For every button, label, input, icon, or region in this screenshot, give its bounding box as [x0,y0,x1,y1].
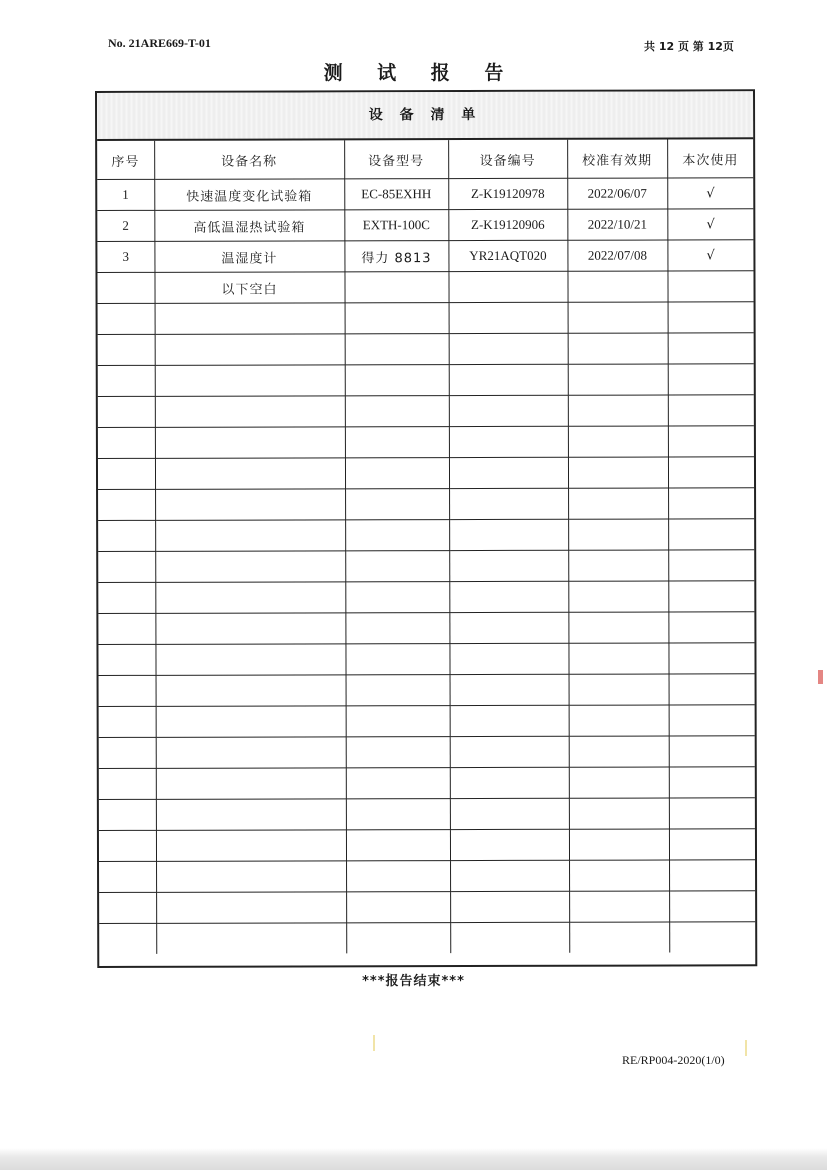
empty-cell [98,644,155,675]
empty-cell [449,395,568,426]
empty-cell [98,458,155,489]
empty-table-row [98,488,754,521]
equipment-list-frame [95,89,757,968]
empty-table-row [99,705,755,738]
empty-table-row [99,767,755,800]
column-header: 校准有效期 [567,140,667,179]
empty-cell [155,365,345,396]
empty-table-row [99,891,755,924]
empty-cell [99,799,156,830]
empty-cell [449,488,568,519]
empty-table-row [99,736,755,769]
empty-cell [569,798,669,829]
empty-cell [155,489,345,520]
empty-table-row [98,302,754,335]
cell-blank-note: 以下空白 [154,272,344,303]
table-row [97,209,753,242]
cell-equipment-name: 快速温度变化试验箱 [154,179,344,210]
empty-cell [345,365,449,396]
empty-cell [668,550,754,581]
scan-artifact [745,1040,747,1056]
empty-cell [668,519,754,550]
empty-cell [568,643,668,674]
empty-cell [568,581,668,612]
empty-cell [450,829,569,860]
empty-cell [155,582,345,613]
empty-cell [99,706,156,737]
empty-cell [669,891,755,922]
empty-cell [568,612,668,643]
empty-cell [155,303,345,334]
empty-cell [345,489,449,520]
empty-cell [99,830,156,861]
empty-table-row [99,798,755,831]
empty-cell [156,675,346,706]
empty-cell [569,736,669,767]
empty-cell [345,520,449,551]
empty-table-row [98,364,754,397]
empty-cell [668,457,754,488]
empty-cell [569,922,669,953]
empty-cell [98,396,155,427]
cell-equipment-id: YR21AQT020 [448,240,567,271]
empty-cell [669,767,755,798]
table-row [97,178,753,211]
cell-equipment-name: 温湿度计 [154,241,344,272]
empty-cell [99,923,156,954]
report-number: No. 21ARE669-T-01 [108,36,211,50]
empty-cell [669,922,755,953]
cell-used-mark [667,271,753,302]
cell-model: 得力 8813 [344,241,448,272]
empty-cell [669,829,755,860]
cell-equipment-id: Z-K19120978 [448,178,567,209]
empty-cell [345,644,449,675]
empty-cell [668,364,754,395]
empty-cell [669,705,755,736]
empty-table-row [99,860,755,893]
empty-cell [450,736,569,767]
empty-cell [98,520,155,551]
empty-cell [346,706,450,737]
cell-calibration-date: 2022/10/21 [567,209,667,240]
empty-cell [98,551,155,582]
empty-cell [569,767,669,798]
empty-cell [668,581,754,612]
form-code: RE/RP004-2020(1/0) [622,1053,725,1067]
empty-cell [98,427,155,458]
empty-cell [345,303,449,334]
empty-cell [99,892,156,923]
empty-cell [99,861,156,892]
empty-cell [345,396,449,427]
empty-cell [449,612,568,643]
empty-cell [568,364,668,395]
empty-cell [668,302,754,333]
empty-cell [345,334,449,365]
cell-calibration-date: 2022/07/08 [567,240,667,271]
empty-cell [156,768,346,799]
empty-cell [450,705,569,736]
empty-cell [450,860,569,891]
column-header: 设备编号 [448,140,567,179]
empty-cell [156,706,346,737]
empty-cell [450,674,569,705]
cell-used-mark: √ [667,178,753,209]
cell-index [97,272,154,303]
empty-cell [156,923,346,954]
empty-cell [156,892,346,923]
report-end-marker: ***报告结束*** [362,974,465,989]
empty-cell [669,860,755,891]
empty-table-row [98,612,754,645]
empty-cell [668,333,754,364]
empty-cell [345,613,449,644]
empty-cell [449,302,568,333]
empty-cell [99,737,156,768]
empty-cell [668,395,754,426]
empty-cell [156,737,346,768]
empty-cell [156,799,346,830]
column-header: 序号 [97,141,154,180]
empty-cell [568,426,668,457]
empty-cell [346,861,450,892]
empty-cell [449,457,568,488]
empty-cell [346,737,450,768]
cell-model: EC-85EXHH [344,179,448,210]
empty-cell [346,768,450,799]
column-header: 设备型号 [344,140,448,179]
empty-cell [668,643,754,674]
empty-cell [346,799,450,830]
cell-model: EXTH-100C [344,210,448,241]
empty-cell [155,613,345,644]
empty-cell [569,674,669,705]
empty-table-row [98,581,754,614]
empty-table-row [99,829,755,862]
empty-cell [450,891,569,922]
empty-cell [568,333,668,364]
empty-cell [98,303,155,334]
scan-edge-shadow [0,1148,827,1170]
cell-model [344,272,448,303]
table-row [97,271,753,304]
empty-cell [99,675,156,706]
empty-cell [568,550,668,581]
empty-cell [155,520,345,551]
empty-cell [449,364,568,395]
empty-cell [450,767,569,798]
empty-cell [345,551,449,582]
empty-cell [668,426,754,457]
empty-cell [449,550,568,581]
empty-table-row [99,674,755,707]
cell-equipment-id [448,271,567,302]
empty-cell [99,768,156,799]
empty-cell [155,334,345,365]
empty-table-row [99,922,755,954]
column-header: 本次使用 [667,139,753,178]
empty-cell [449,519,568,550]
empty-cell [98,582,155,613]
empty-cell [345,427,449,458]
empty-cell [155,427,345,458]
cell-used-mark: √ [667,209,753,240]
equipment-table [97,139,755,954]
empty-cell [155,396,345,427]
empty-cell [345,582,449,613]
empty-cell [569,705,669,736]
empty-cell [669,798,755,829]
empty-cell [569,829,669,860]
empty-cell [98,365,155,396]
empty-cell [156,830,346,861]
table-header-row [97,139,753,179]
empty-table-row [98,550,754,583]
empty-cell [450,922,569,953]
column-header: 设备名称 [154,140,344,179]
empty-cell [98,489,155,520]
empty-cell [669,674,755,705]
empty-cell [345,458,449,489]
empty-cell [568,395,668,426]
empty-cell [155,551,345,582]
empty-cell [346,675,450,706]
empty-cell [156,861,346,892]
empty-cell [449,426,568,457]
empty-cell [569,860,669,891]
empty-cell [568,302,668,333]
empty-cell [155,644,345,675]
empty-table-row [98,333,754,366]
scan-artifact [373,1035,375,1051]
empty-cell [98,334,155,365]
cell-used-mark: √ [667,240,753,271]
empty-cell [346,923,450,954]
empty-table-row [98,643,754,676]
table-row [97,240,753,273]
empty-cell [450,798,569,829]
empty-cell [155,458,345,489]
empty-cell [668,612,754,643]
empty-table-row [98,457,754,490]
empty-cell [669,736,755,767]
page-info: 共 12 页 第 12页 [644,40,734,53]
empty-table-row [98,395,754,428]
empty-cell [668,488,754,519]
empty-cell [568,519,668,550]
cell-calibration-date: 2022/06/07 [567,178,667,209]
cell-equipment-id: Z-K19120906 [448,209,567,240]
empty-cell [98,613,155,644]
empty-cell [568,457,668,488]
page-title: 测 试 报 告 [323,62,518,84]
empty-cell [449,581,568,612]
table-caption: 设 备 清 单 [97,91,753,141]
empty-cell [449,643,568,674]
cell-index: 2 [97,210,154,241]
cell-calibration-date [567,271,667,302]
empty-cell [346,892,450,923]
empty-cell [569,891,669,922]
scan-artifact [818,670,823,684]
cell-index: 1 [97,179,154,210]
empty-cell [568,488,668,519]
empty-cell [449,333,568,364]
empty-table-row [98,426,754,459]
empty-cell [346,830,450,861]
empty-table-row [98,519,754,552]
cell-index: 3 [97,241,154,272]
cell-equipment-name: 高低温湿热试验箱 [154,210,344,241]
